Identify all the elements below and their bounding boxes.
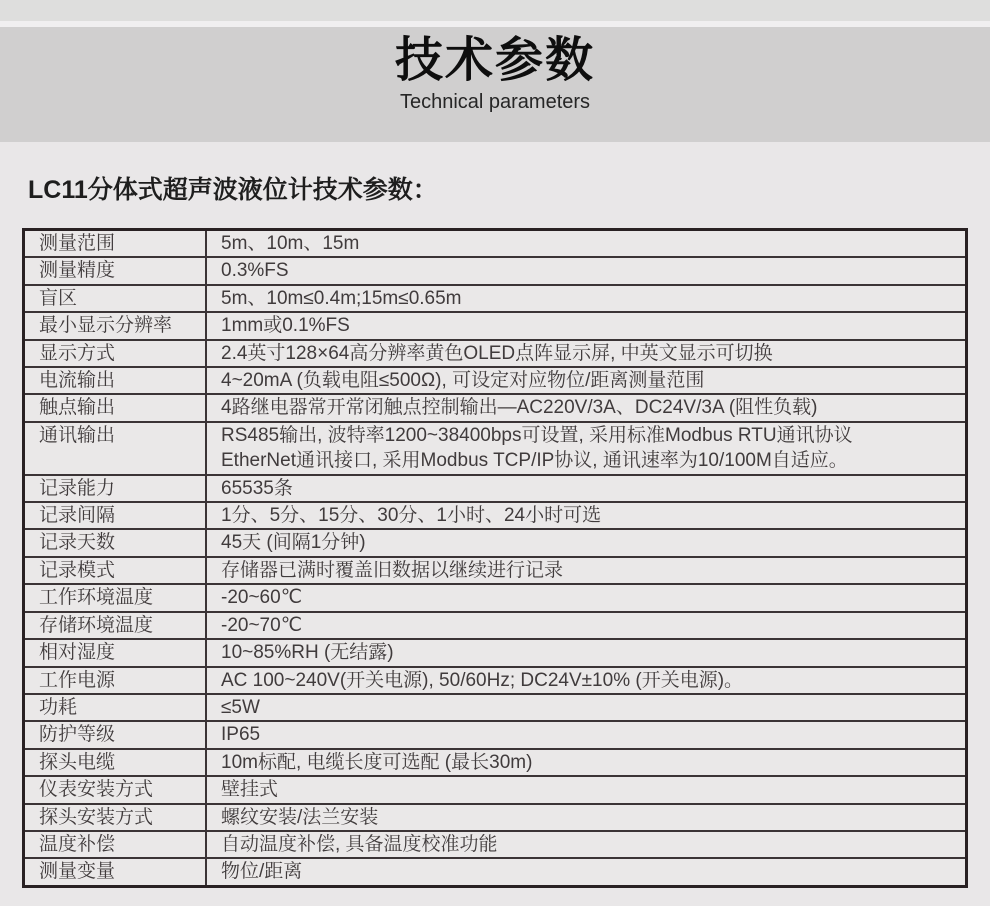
row-label: 测量精度 (25, 258, 207, 283)
row-label: 功耗 (25, 695, 207, 720)
table-row (25, 857, 965, 884)
row-value-line: 4路继电器常开常闭触点控制输出—AC220V/3A、DC24V/3A (阻性负载) (221, 397, 818, 419)
row-label: 探头安装方式 (25, 805, 207, 830)
row-label: 通讯输出 (25, 423, 207, 474)
table-row (25, 231, 965, 256)
page-title: 技术参数 (394, 34, 595, 87)
row-value-line: 4~20mA (负载电阻≤500Ω), 可设定对应物位/距离测量范围 (221, 370, 705, 392)
row-value (207, 695, 965, 720)
row-value (207, 585, 965, 610)
row-value-line: -20~60℃ (221, 587, 303, 609)
row-label: 盲区 (25, 286, 207, 311)
row-value-line: IP65 (221, 724, 261, 746)
row-value (207, 231, 965, 256)
row-value (207, 805, 965, 830)
row-value-line: 自动温度补偿, 具备温度校准功能 (221, 833, 498, 855)
row-value-line: -20~70℃ (221, 614, 303, 636)
row-value-line: 65535条 (221, 477, 293, 499)
table-row (25, 256, 965, 283)
row-value-line: 45天 (间隔1分钟) (221, 532, 366, 554)
table-row (25, 556, 965, 583)
row-label: 记录天数 (25, 530, 207, 555)
table-row (25, 803, 965, 830)
parameters-table (22, 228, 968, 888)
row-value-line: 0.3%FS (221, 260, 289, 282)
row-value (207, 668, 965, 693)
row-label: 记录能力 (25, 476, 207, 501)
table-row (25, 611, 965, 638)
table-row (25, 528, 965, 555)
row-value-line: RS485输出, 波特率1200~38400bps可设置, 采用标准Modbus RTU通讯协议 (221, 424, 853, 446)
table-row (25, 748, 965, 775)
row-value (207, 722, 965, 747)
table-row (25, 830, 965, 857)
row-label: 触点输出 (25, 395, 207, 420)
row-label: 测量范围 (25, 231, 207, 256)
section-title: LC11分体式超声波液位计技术参数： (28, 176, 438, 204)
row-label: 相对湿度 (25, 640, 207, 665)
row-label: 探头电缆 (25, 750, 207, 775)
row-value (207, 341, 965, 366)
table-row (25, 501, 965, 528)
row-value-line: 5m、10m、15m (221, 233, 360, 254)
page-subtitle: Technical parameters (399, 91, 591, 113)
table-row (25, 775, 965, 802)
table-row (25, 638, 965, 665)
table-row (25, 284, 965, 311)
row-label: 最小显示分辨率 (25, 313, 207, 338)
table-row (25, 666, 965, 693)
row-label: 温度补偿 (25, 832, 207, 857)
row-value-line: 存储器已满时覆盖旧数据以继续进行记录 (221, 559, 564, 581)
row-value (207, 832, 965, 857)
row-value-line: 1分、5分、15分、30分、1小时、24小时可选 (221, 505, 602, 527)
header-band (0, 27, 990, 142)
row-value (207, 859, 965, 884)
row-label: 仪表安装方式 (25, 777, 207, 802)
row-value-line: 2.4英寸128×64高分辨率黄色OLED点阵显示屏, 中英文显示可切换 (221, 342, 773, 364)
row-value (207, 558, 965, 583)
row-value-line: 壁挂式 (221, 779, 279, 801)
row-value (207, 258, 965, 283)
table-row (25, 311, 965, 338)
row-value-line: 螺纹安装/法兰安装 (221, 806, 379, 828)
table-row (25, 720, 965, 747)
table-row (25, 474, 965, 501)
row-label: 记录模式 (25, 558, 207, 583)
row-value (207, 476, 965, 501)
row-label: 测量变量 (25, 859, 207, 884)
row-value-line: 10m标配, 电缆长度可选配 (最长30m) (221, 751, 533, 773)
row-label: 防护等级 (25, 722, 207, 747)
row-value-line: 物位/距离 (221, 861, 303, 883)
row-label: 工作电源 (25, 668, 207, 693)
row-value (207, 368, 965, 393)
row-value-line: EtherNet通讯接口, 采用Modbus TCP/IP协议, 通讯速率为10/100M自适应。 (221, 450, 848, 472)
table-row (25, 693, 965, 720)
table-row (25, 421, 965, 474)
row-value-line: AC 100~240V(开关电源), 50/60Hz; DC24V±10% (开关电源)。 (221, 669, 744, 691)
row-value (207, 395, 965, 420)
table-row (25, 339, 965, 366)
table-row (25, 366, 965, 393)
row-value (207, 423, 965, 474)
row-label: 显示方式 (25, 341, 207, 366)
row-value (207, 613, 965, 638)
row-value (207, 640, 965, 665)
table-row (25, 393, 965, 420)
top-strip (0, 0, 990, 21)
row-value (207, 313, 965, 338)
table-row (25, 583, 965, 610)
row-value-line: 10~85%RH (无结露) (221, 642, 394, 664)
row-value-line: 1mm或0.1%FS (221, 315, 350, 337)
row-value (207, 503, 965, 528)
row-value-line: ≤5W (221, 696, 260, 718)
row-value (207, 777, 965, 802)
row-value (207, 750, 965, 775)
row-label: 存储环境温度 (25, 613, 207, 638)
row-label: 电流输出 (25, 368, 207, 393)
row-value (207, 286, 965, 311)
row-label: 工作环境温度 (25, 585, 207, 610)
row-value (207, 530, 965, 555)
row-value-line: 5m、10m≤0.4m;15m≤0.65m (221, 287, 462, 309)
row-label: 记录间隔 (25, 503, 207, 528)
